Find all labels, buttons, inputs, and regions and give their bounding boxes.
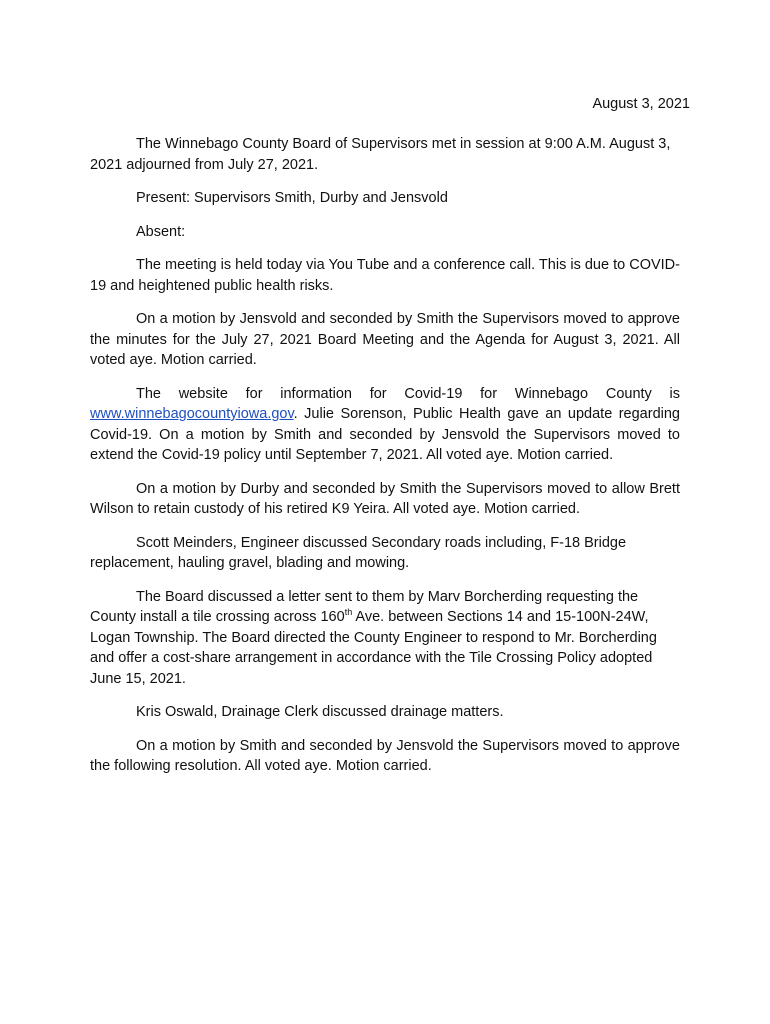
tile-text-start: The Board discussed a letter sent to them by Marv Borcherding requesting the County install a tile crossing across 160 [90, 588, 639, 625]
present-line: Present: Supervisors Smith, Durby and Jensvold [136, 190, 448, 206]
absent-line: Absent: [136, 223, 186, 240]
tile-crossing-paragraph [90, 587, 680, 690]
covid-text-start: The website for information for Covid-19 for Winnebago County is [136, 385, 680, 402]
document-date: August 3, 2021 [592, 96, 690, 112]
drainage-paragraph: Kris Oswald, Drainage Clerk discussed drainage matters. [136, 704, 504, 720]
covid-paragraph [90, 384, 680, 466]
county-website-link[interactable]: www.winnebagocountyiowa.gov [90, 406, 294, 422]
k9-custody-paragraph: On a motion by Durby and seconded by Smith the Supervisors moved to allow Brett Wilson to retain custody of his retired K9 Yeira. All voted aye. Motion carried. [90, 480, 680, 517]
minutes-approval-paragraph: On a motion by Jensvold and seconded by Smith the Supervisors moved to approve the minutes for the July 27, 2021 Board Meeting and the Agenda for August 3, 2021. All voted aye. Motion carried. [90, 311, 680, 368]
resolution-paragraph: On a motion by Smith and seconded by Jensvold the Supervisors moved to approve the following resolution. All voted aye. Motion carried. [90, 737, 680, 774]
tile-text-end: Ave. between Sections 14 and 15-100N-24W, Logan Township. The Board directed the County Engineer to respond to Mr. Borcherding and offer a cost-share arrangement in accordance with the Tile Crossing Policy adopted June 15, 2021. [90, 609, 657, 687]
opening-paragraph: The Winnebago County Board of Supervisors met in session at 9:00 A.M. August 3, 2021 adjourned from July 27, 2021. [90, 136, 671, 173]
covid-text-end: . Julie Sorenson, Public Health gave an update regarding Covid-19. On a motion by Smith and seconded by Jensvold the Supervisors moved to extend the Covid-19 policy until September 7, 2021. All voted aye. Motion carried. [90, 406, 680, 463]
ordinal-suffix: th [344, 607, 353, 618]
minutes-body [90, 134, 680, 790]
engineer-paragraph: Scott Meinders, Engineer discussed Secondary roads including, F-18 Bridge replacement, hauling gravel, blading and mowing. [90, 534, 627, 571]
meeting-format-paragraph: The meeting is held today via You Tube and a conference call. This is due to COVID-19 and heightened public health risks. [90, 257, 680, 294]
